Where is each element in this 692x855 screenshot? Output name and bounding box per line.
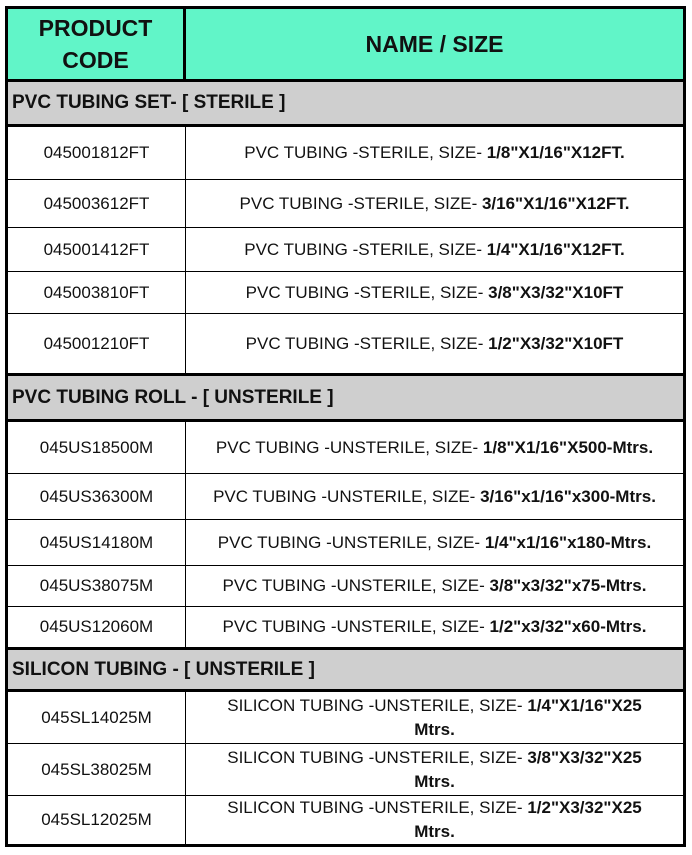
- table-row: [8, 566, 683, 607]
- product-name: [186, 180, 683, 227]
- name-text: PVC TUBING -STERILE, SIZE-: [244, 239, 487, 259]
- product-code: 045SL14025M: [8, 692, 186, 743]
- name-text: SILICON TUBING -UNSTERILE, SIZE-: [227, 798, 528, 817]
- table-row: [8, 272, 683, 314]
- product-name: [186, 520, 683, 565]
- table-row: [8, 127, 683, 180]
- table-row: [8, 228, 683, 272]
- size-text: 1/2"x3/32"x60-Mtrs.: [489, 617, 647, 636]
- table-row: [8, 796, 683, 844]
- name-text: PVC TUBING -STERILE, SIZE-: [245, 333, 489, 353]
- size-text: 1/2"X3/32"X25 Mtrs.: [414, 798, 642, 841]
- product-name: [186, 566, 683, 606]
- product-code: 045US12060M: [8, 607, 186, 647]
- size-text: 1/2"X3/32"X10FT: [488, 333, 624, 353]
- size-text: 1/8"X1/16"X12FT.: [486, 143, 625, 162]
- size-text: 3/8"X3/32"X25 Mtrs.: [414, 747, 642, 791]
- table-row: [8, 314, 683, 376]
- product-table: [5, 6, 686, 847]
- table-row: [8, 422, 683, 474]
- product-name: [186, 422, 683, 473]
- header-name-size: NAME / SIZE: [365, 31, 504, 57]
- product-name: [186, 692, 683, 743]
- header-product-code: PRODUCT CODE: [8, 9, 186, 79]
- table-row: [8, 520, 683, 566]
- product-code: 045SL12025M: [8, 796, 186, 844]
- name-text: PVC TUBING -UNSTERILE, SIZE-: [215, 437, 483, 457]
- size-text: 3/8"X3/32"X10FT: [488, 282, 624, 302]
- name-text: PVC TUBING -UNSTERILE, SIZE-: [213, 486, 481, 506]
- name-text: PVC TUBING -UNSTERILE, SIZE-: [222, 617, 490, 636]
- size-text: 1/4"X1/16"X12FT.: [486, 239, 625, 259]
- table-row: [8, 744, 683, 796]
- product-name: [186, 744, 683, 795]
- name-text: SILICON TUBING -UNSTERILE, SIZE-: [227, 695, 528, 715]
- table-row: [8, 607, 683, 650]
- product-code: 045001812FT: [8, 127, 186, 179]
- name-text: PVC TUBING -STERILE, SIZE-: [245, 282, 489, 302]
- name-text: PVC TUBING -STERILE, SIZE-: [244, 143, 487, 162]
- product-name: [186, 314, 683, 373]
- table-row: [8, 474, 683, 520]
- section-title-silicon-unsterile: SILICON TUBING - [ UNSTERILE ]: [8, 650, 683, 692]
- product-name: [186, 272, 683, 313]
- name-text: SILICON TUBING -UNSTERILE, SIZE-: [227, 747, 528, 767]
- name-text: PVC TUBING -UNSTERILE, SIZE-: [217, 532, 485, 552]
- section-title-pvc-unsterile: PVC TUBING ROLL - [ UNSTERILE ]: [8, 376, 683, 422]
- product-code: 045003612FT: [8, 180, 186, 227]
- product-code: 045US14180M: [8, 520, 186, 565]
- product-name: [186, 474, 683, 519]
- size-text: 3/16"X1/16"X12FT.: [481, 193, 630, 213]
- size-text: 3/8"x3/32"x75-Mtrs.: [489, 576, 647, 595]
- product-name: [186, 127, 683, 179]
- product-name: [186, 607, 683, 647]
- product-code: 045001412FT: [8, 228, 186, 271]
- product-name: [186, 228, 683, 271]
- name-text: PVC TUBING -STERILE, SIZE-: [239, 193, 482, 213]
- table-row: [8, 180, 683, 228]
- product-code: 045SL38025M: [8, 744, 186, 795]
- size-text: 1/4"x1/16"x180-Mtrs.: [484, 532, 652, 552]
- name-text: PVC TUBING -UNSTERILE, SIZE-: [222, 576, 490, 595]
- size-text: 1/4"X1/16"X25 Mtrs.: [414, 695, 642, 739]
- product-code: 045US38075M: [8, 566, 186, 606]
- size-text: 1/8"X1/16"X500-Mtrs.: [482, 437, 654, 457]
- product-name: [186, 796, 683, 844]
- product-code: 045US36300M: [8, 474, 186, 519]
- table-row: [8, 692, 683, 744]
- size-text: 3/16"x1/16"x300-Mtrs.: [480, 486, 656, 506]
- product-code: 045001210FT: [8, 314, 186, 373]
- product-code: 045003810FT: [8, 272, 186, 313]
- table-header: [8, 9, 683, 82]
- section-title-pvc-sterile: PVC TUBING SET- [ STERILE ]: [8, 82, 683, 127]
- product-code: 045US18500M: [8, 422, 186, 473]
